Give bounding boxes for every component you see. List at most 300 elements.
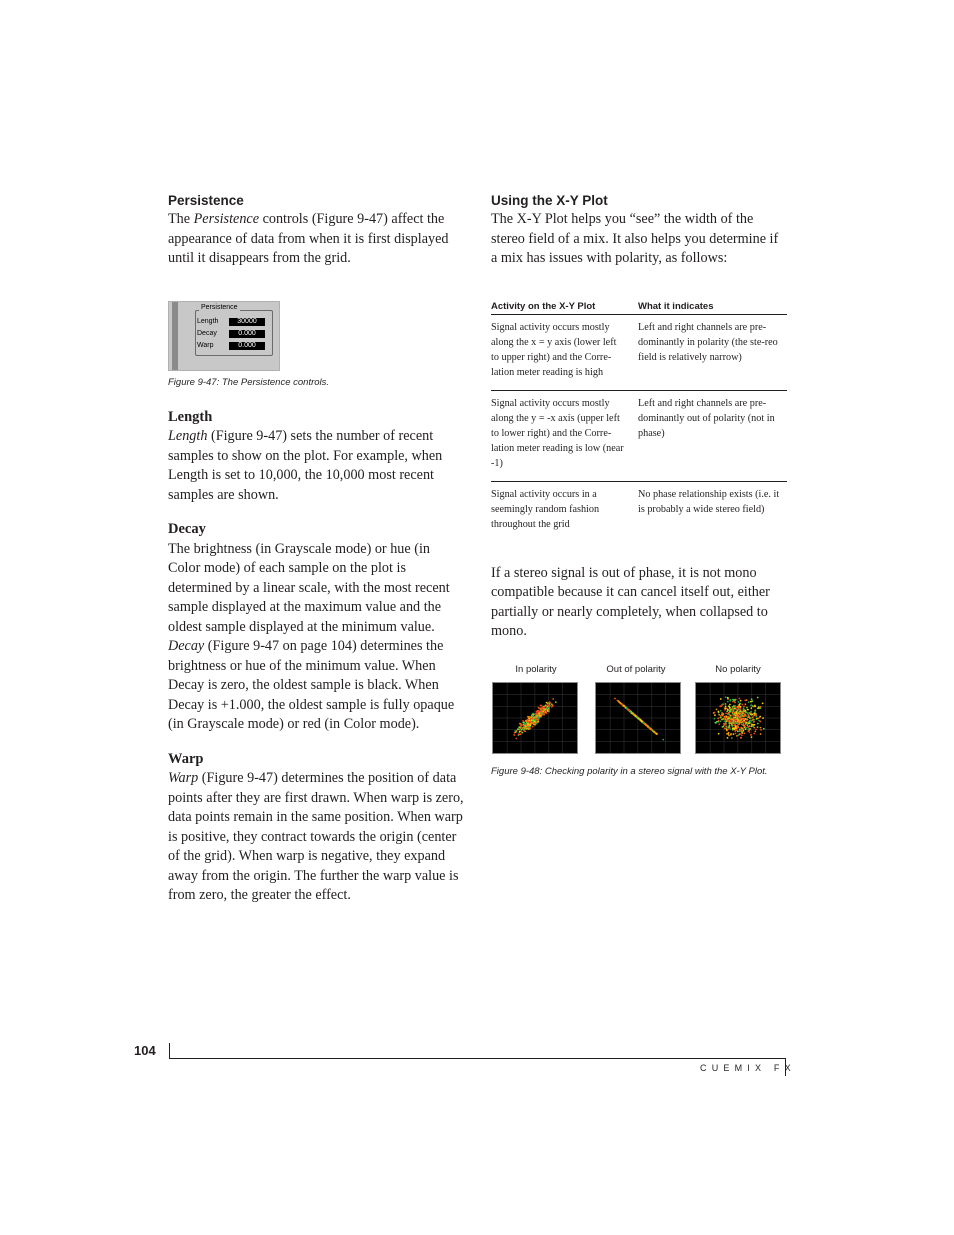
plot-sample-point (735, 728, 737, 730)
plot-sample-point (732, 727, 734, 729)
plot-sample-point (755, 714, 757, 716)
plot-sample-point (752, 716, 754, 718)
plot-sample-point (518, 733, 520, 735)
plot-sample-point (734, 711, 736, 713)
plot-sample-point (726, 726, 728, 728)
plot-sample-point (535, 712, 537, 714)
plot-sample-point (760, 733, 762, 735)
plot-sample-point (740, 737, 742, 739)
plot-sample-point (728, 705, 730, 707)
plot-sample-point (531, 716, 533, 718)
plot-sample-point (739, 702, 741, 704)
length-heading: Length (168, 408, 213, 425)
plot-sample-point (727, 737, 729, 739)
left-column (168, 192, 464, 906)
plot-sample-point (630, 710, 632, 712)
plot-sample-point (540, 713, 542, 715)
plot-sample-point (753, 721, 755, 723)
plot-sample-point (749, 712, 751, 714)
plot-sample-point (751, 700, 753, 702)
plot-sample-point (538, 714, 540, 716)
plot-sample-point (734, 719, 736, 721)
plot-sample-point (740, 733, 742, 735)
plot-sample-point (735, 727, 737, 729)
plot-sample-point (751, 723, 753, 725)
page-number: 104 (134, 1043, 156, 1058)
plot-sample-point (639, 719, 641, 721)
plot-sample-point (523, 728, 525, 730)
plot-sample-point (741, 723, 743, 725)
plot-sample-point (727, 708, 729, 710)
plot-sample-point (656, 732, 658, 734)
plot-sample-point (718, 713, 720, 715)
plot-sample-point (714, 714, 716, 716)
plot-sample-point (720, 705, 722, 707)
plot-sample-point (751, 698, 753, 700)
plot-sample-point (738, 701, 740, 703)
plot-sample-point (750, 725, 752, 727)
plot-sample-point (755, 728, 757, 730)
plot-sample-point (747, 708, 749, 710)
plot-sample-point (730, 733, 732, 735)
plot-sample-point (762, 717, 764, 719)
plot-sample-point (753, 705, 755, 707)
plot-sample-point (653, 730, 655, 732)
plot-sample-point (547, 710, 549, 712)
plot-sample-point (616, 699, 618, 701)
plot-sample-point (521, 731, 523, 733)
plot-sample-point (524, 730, 526, 732)
plot-sample-point (732, 715, 734, 717)
plot-sample-point (536, 722, 538, 724)
plot-sample-point (746, 724, 748, 726)
plot-sample-point (544, 709, 546, 711)
plot-sample-point (753, 732, 755, 734)
plot-sample-point (532, 725, 534, 727)
plot-sample-point (735, 699, 737, 701)
table-cell: Signal activity occurs in a seemingly random fashion throughout the grid (491, 488, 600, 530)
plot-sample-point (728, 722, 730, 724)
plot-sample-point (748, 701, 750, 703)
plot-sample-point (733, 724, 735, 726)
plot-sample-point (632, 712, 634, 714)
plot-sample-point (731, 737, 733, 739)
plot-sample-point (520, 726, 522, 728)
plot-sample-point (548, 704, 550, 706)
plot-sample-point (734, 701, 736, 703)
plot-sample-point (748, 714, 750, 716)
plot-sample-point (725, 703, 727, 705)
plot-sample-point (724, 716, 726, 718)
figure-48-caption: Figure 9-48: Checking polarity in a stereo signal with the X-Y Plot. (491, 765, 768, 777)
plot-sample-point (754, 705, 756, 707)
plot-sample-point (757, 726, 759, 728)
running-title: CUEMIX FX (700, 1063, 796, 1073)
polarity-plots-figure (491, 664, 787, 764)
plot-sample-point (528, 717, 530, 719)
plot-sample-point (748, 725, 750, 727)
plot-sample-point (718, 719, 720, 721)
plot-sample-point (732, 700, 734, 702)
plot-sample-point (744, 714, 746, 716)
plot-sample-point (746, 721, 748, 723)
plot-sample-point (752, 713, 754, 715)
table-header-indicates: What it indicates (638, 301, 787, 315)
plot-sample-point (552, 698, 554, 700)
footer-rule (169, 1058, 785, 1059)
plot-sample-point (720, 698, 722, 700)
plot-sample-point (726, 729, 728, 731)
plot-sample-point (727, 696, 729, 698)
persistence-paragraph: The Persistence controls (Figure 9-47) affect the appearance of data from when it is first displayed until it disappears from the grid. (168, 211, 449, 266)
plot-sample-point (736, 735, 738, 737)
plot-sample-point (714, 721, 716, 723)
decay-paragraph: The brightness (in Grayscale mode) or hue (in Color mode) of each sample on the plot is determined by a linear scale, with the most recent sample displayed at the maximum value and the oldest sample displayed at the minimum value. Decay (Figure 9-47 on page 104) determines the brightness or hue of the minimum value. When Decay is zero, the oldest sample is black. When Decay is +1.000, the oldest sample is fully opaque (in Grayscale mode) or red (in Color mode). (168, 540, 455, 732)
plot-sample-point (728, 734, 730, 736)
warp-heading: Warp (168, 750, 204, 767)
plot-sample-point (519, 730, 521, 732)
plot-sample-point (733, 713, 735, 715)
plot-sample-point (737, 716, 739, 718)
plot-sample-point (716, 708, 718, 710)
plot-sample-point (731, 722, 733, 724)
plot-sample-point (736, 725, 738, 727)
polarity-table (491, 301, 787, 542)
xy-plot-out-of-polarity (595, 682, 681, 754)
plot-sample-point (546, 707, 548, 709)
plot-sample-point (760, 726, 762, 728)
plot-sample-point (747, 718, 749, 720)
figure-47-caption: Figure 9-47: The Persistence controls. (168, 376, 330, 388)
length-control-value: 30000 (229, 318, 265, 326)
plot-sample-point (730, 699, 732, 701)
plot-sample-point (743, 709, 745, 711)
plot-sample-point (760, 705, 762, 707)
plot-sample-point (755, 710, 757, 712)
plot-sample-point (515, 731, 517, 733)
xy-plot-paragraph: The X-Y Plot helps you “see” the width of the stereo field of a mix. It also helps you determine if a mix has issues with polarity, as follows: (491, 211, 779, 266)
warp-control-label: Warp (197, 341, 214, 349)
table-cell: Left and right channels are pre-dominantly out of polarity (not in phase) (638, 390, 787, 481)
plot-sample-point (750, 710, 752, 712)
plot-sample-point (533, 723, 535, 725)
plot-sample-point (538, 712, 540, 714)
plot-sample-point (746, 706, 748, 708)
plot-sample-point (543, 713, 545, 715)
table-cell: No phase relationship exists (i.e. it is probably a wide stereo field) (638, 488, 780, 515)
plot-sample-point (743, 732, 745, 734)
plot-label-in-polarity: In polarity (515, 663, 557, 675)
plot-sample-point (728, 717, 730, 719)
plot-sample-point (528, 724, 530, 726)
plot-sample-point (727, 713, 729, 715)
plot-sample-point (727, 715, 729, 717)
plot-sample-point (743, 718, 745, 720)
plot-sample-point (758, 719, 760, 721)
plot-sample-point (729, 716, 731, 718)
plot-sample-point (738, 730, 740, 732)
plot-sample-point (526, 718, 528, 720)
plot-sample-point (522, 720, 524, 722)
plot-sample-point (741, 715, 743, 717)
plot-sample-point (753, 714, 755, 716)
plot-sample-point (735, 732, 737, 734)
plot-sample-point (743, 705, 745, 707)
plot-sample-point (728, 726, 730, 728)
table-cell: Signal activity occurs mostly along the x = y axis (lower left to upper right) and the Corre-lation meter reading is high (491, 321, 617, 378)
plot-sample-point (533, 719, 535, 721)
plot-sample-point (720, 709, 722, 711)
plot-sample-point (634, 715, 636, 717)
table-row (491, 314, 787, 390)
length-paragraph: Length (Figure 9-47) sets the number of recent samples to show on the plot. For example, when Length is set to 10,000, the 10,000 most recent samples are shown. (168, 428, 443, 503)
plot-sample-point (752, 719, 754, 721)
plot-sample-point (745, 726, 747, 728)
plot-sample-point (741, 721, 743, 723)
plot-sample-point (743, 722, 745, 724)
plot-sample-point (541, 709, 543, 711)
plot-sample-point (742, 727, 744, 729)
plot-sample-point (730, 708, 732, 710)
plot-sample-point (734, 730, 736, 732)
plot-sample-point (543, 706, 545, 708)
plot-sample-point (738, 723, 740, 725)
plot-sample-point (533, 713, 535, 715)
table-cell: Left and right channels are pre-dominantly in polarity (the ste-reo field is relatively narrow) (638, 314, 787, 390)
plot-sample-point (530, 724, 532, 726)
plot-sample-point (722, 713, 724, 715)
plot-sample-point (757, 696, 759, 698)
plot-sample-point (754, 730, 756, 732)
plot-sample-point (724, 707, 726, 709)
plot-sample-point (530, 721, 532, 723)
plot-sample-point (528, 726, 530, 728)
plot-sample-point (736, 719, 738, 721)
plot-sample-point (745, 703, 747, 705)
plot-sample-point (538, 710, 540, 712)
plot-sample-point (721, 718, 723, 720)
warp-paragraph: Warp (Figure 9-47) determines the position of data points after they are first drawn. When warp is zero, data points remain in the same position. When warp is positive, they contract towards the origin (center of the grid). When warp is negative, they expand away from the origin. The further the warp value is from zero, the greater the effect. (168, 770, 464, 903)
plot-sample-point (549, 701, 551, 703)
plot-sample-point (748, 728, 750, 730)
plot-sample-point (636, 716, 638, 718)
plot-sample-point (747, 712, 749, 714)
plot-sample-point (662, 738, 664, 740)
plot-sample-point (623, 704, 625, 706)
table-cell: Signal activity occurs mostly along the y = -x axis (upper left to lower right) and the Corre-lation meter reading is low (near -1) (491, 397, 624, 469)
plot-sample-point (734, 722, 736, 724)
right-column (491, 192, 787, 777)
plot-sample-point (720, 720, 722, 722)
plot-label-out-of-polarity: Out of polarity (606, 663, 666, 675)
plot-sample-point (725, 723, 727, 725)
plot-sample-point (713, 712, 715, 714)
plot-sample-point (533, 716, 535, 718)
plot-sample-point (741, 734, 743, 736)
plot-sample-point (727, 728, 729, 730)
plot-sample-point (739, 715, 741, 717)
plot-sample-point (728, 711, 730, 713)
plot-sample-point (719, 716, 721, 718)
table-header-activity: Activity on the X-Y Plot (491, 301, 638, 315)
plot-sample-point (528, 719, 530, 721)
plot-sample-point (757, 707, 759, 709)
plot-sample-point (626, 706, 628, 708)
plot-sample-point (527, 715, 529, 717)
plot-sample-point (714, 717, 716, 719)
plot-sample-point (513, 734, 515, 736)
plot-sample-point (726, 710, 728, 712)
plot-sample-point (738, 705, 740, 707)
plot-sample-point (732, 717, 734, 719)
footer-rule-left (169, 1043, 170, 1059)
plot-sample-point (545, 711, 547, 713)
plot-sample-point (731, 725, 733, 727)
persistence-group-title: Persistence (201, 303, 238, 311)
plot-sample-point (724, 718, 726, 720)
plot-sample-point (650, 728, 652, 730)
plot-sample-point (532, 714, 534, 716)
plot-sample-point (535, 718, 537, 720)
plot-sample-point (522, 726, 524, 728)
plot-sample-point (738, 734, 740, 736)
plot-sample-point (739, 728, 741, 730)
plot-sample-point (740, 709, 742, 711)
decay-control-label: Decay (197, 329, 217, 337)
plot-sample-point (733, 733, 735, 735)
persistence-heading: Persistence (168, 193, 244, 208)
plot-sample-point (725, 696, 727, 698)
plot-sample-point (723, 725, 725, 727)
plot-sample-point (519, 722, 521, 724)
xy-plot-no-polarity (695, 682, 781, 754)
plot-sample-point (642, 721, 644, 723)
plot-sample-point (737, 708, 739, 710)
plot-sample-point (525, 720, 527, 722)
plot-sample-point (747, 730, 749, 732)
plot-sample-point (763, 727, 765, 729)
persistence-controls-figure (168, 301, 280, 371)
plot-sample-point (762, 702, 764, 704)
plot-sample-point (546, 701, 548, 703)
plot-sample-point (750, 733, 752, 735)
plot-sample-point (733, 704, 735, 706)
plot-sample-point (647, 725, 649, 727)
table-row (491, 390, 787, 481)
plot-sample-point (724, 727, 726, 729)
plot-sample-point (614, 697, 616, 699)
plot-sample-point (536, 721, 538, 723)
plot-sample-point (724, 720, 726, 722)
plot-sample-point (725, 712, 727, 714)
plot-sample-point (518, 728, 520, 730)
decay-control-value: 0.000 (229, 330, 265, 338)
plot-sample-point (645, 724, 647, 726)
plot-sample-point (536, 714, 538, 716)
plot-sample-point (539, 707, 541, 709)
plot-sample-point (756, 718, 758, 720)
plot-sample-point (529, 716, 531, 718)
xy-plot-heading: Using the X-Y Plot (491, 193, 608, 208)
plot-sample-point (739, 697, 741, 699)
plot-sample-point (540, 715, 542, 717)
plot-sample-point (750, 707, 752, 709)
plot-sample-point (743, 707, 745, 709)
plot-sample-point (754, 723, 756, 725)
plot-sample-point (737, 721, 739, 723)
plot-sample-point (718, 723, 720, 725)
plot-sample-point (629, 709, 631, 711)
plot-sample-point (727, 700, 729, 702)
plot-sample-point (724, 708, 726, 710)
plot-sample-point (759, 715, 761, 717)
plot-sample-point (749, 720, 751, 722)
plot-sample-point (520, 733, 522, 735)
plot-sample-point (521, 728, 523, 730)
plot-sample-point (534, 721, 536, 723)
plot-sample-point (726, 732, 728, 734)
plot-sample-point (750, 704, 752, 706)
plot-label-no-polarity: No polarity (715, 663, 761, 675)
warp-control-value: 0.000 (229, 342, 265, 350)
plot-sample-point (527, 722, 529, 724)
plot-sample-point (542, 708, 544, 710)
plot-sample-point (521, 724, 523, 726)
plot-sample-point (735, 708, 737, 710)
plot-sample-point (540, 704, 542, 706)
plot-sample-point (524, 722, 526, 724)
plot-sample-point (744, 699, 746, 701)
plot-sample-point (753, 726, 755, 728)
plot-sample-point (729, 728, 731, 730)
decay-heading: Decay (168, 521, 206, 537)
plot-sample-point (755, 715, 757, 717)
plot-sample-point (738, 726, 740, 728)
plot-sample-point (753, 712, 755, 714)
plot-sample-point (744, 721, 746, 723)
plot-sample-point (757, 722, 759, 724)
xy-plot-in-polarity (492, 682, 578, 754)
table-row (491, 481, 787, 542)
plot-sample-point (737, 711, 739, 713)
panel-edge (172, 302, 178, 370)
plot-sample-point (736, 718, 738, 720)
plot-sample-point (618, 701, 620, 703)
length-control-label: Length (197, 317, 219, 325)
plot-sample-point (740, 699, 742, 701)
plot-sample-point (551, 704, 553, 706)
plot-sample-point (742, 703, 744, 705)
plot-sample-point (727, 720, 729, 722)
plot-sample-point (739, 712, 741, 714)
plot-sample-point (741, 731, 743, 733)
plot-sample-point (717, 717, 719, 719)
plot-sample-point (515, 737, 517, 739)
plot-sample-point (718, 732, 720, 734)
plot-sample-point (717, 710, 719, 712)
plot-sample-point (741, 719, 743, 721)
plot-sample-point (743, 729, 745, 731)
plot-sample-point (555, 701, 557, 703)
plot-sample-point (760, 728, 762, 730)
plot-sample-point (751, 736, 753, 738)
plot-sample-point (725, 705, 727, 707)
phase-paragraph: If a stereo signal is out of phase, it is not mono compatible because it can cancel itself out, either partially or nearly completely, when collapsed to mono. (491, 564, 770, 639)
plot-sample-point (536, 710, 538, 712)
plot-sample-point (732, 706, 734, 708)
plot-sample-point (733, 721, 735, 723)
plot-sample-point (734, 716, 736, 718)
